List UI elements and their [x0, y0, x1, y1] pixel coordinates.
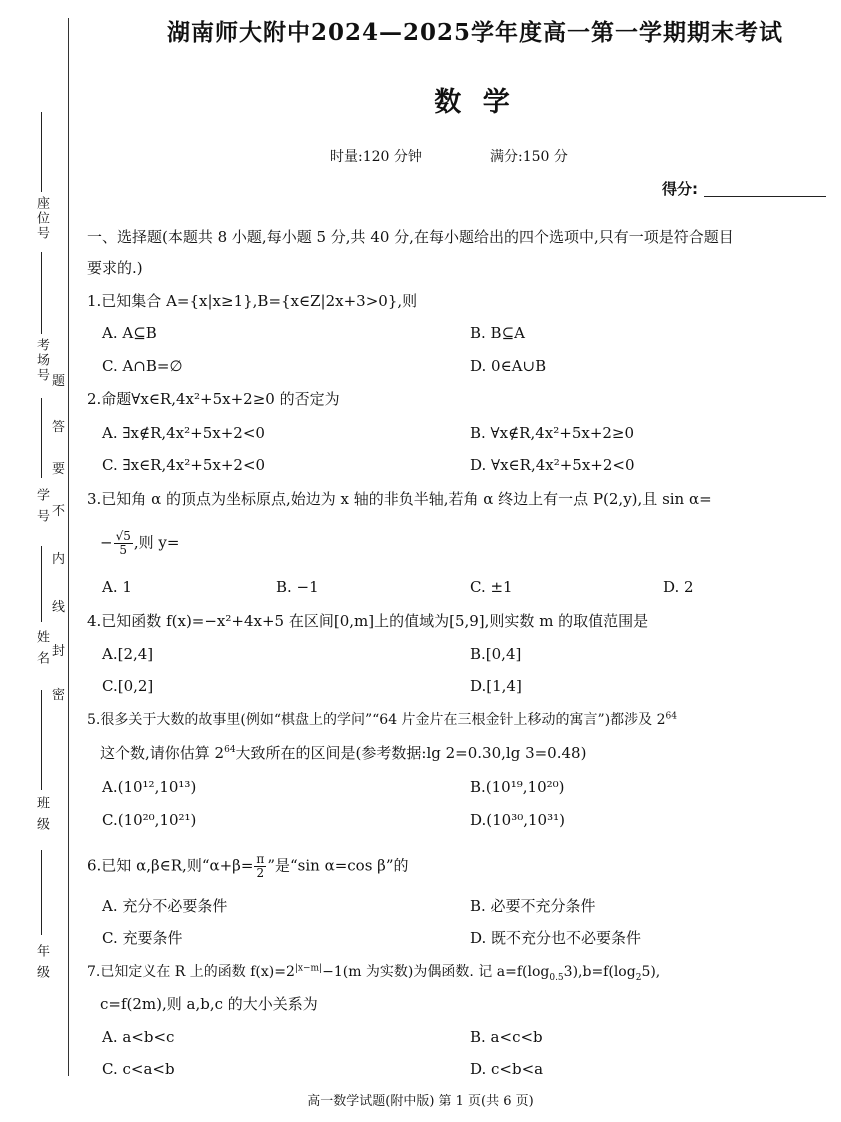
room-blank[interactable] — [41, 252, 42, 334]
q4-option-d[interactable]: D.[1,4] — [470, 677, 522, 695]
room-label: 考场号 — [34, 338, 49, 383]
exam-title: 湖南师大附中2024—2025学年度高一第一学期期末考试 — [166, 19, 784, 46]
name-label: 姓 名 — [34, 630, 49, 667]
question-4-stem: 4.已知函数 f(x)=−x²+4x+5 在区间[0,m]上的值域为[5,9],则实数 m 的取值范围是 — [87, 612, 649, 630]
stem-text: 3),b=f(log — [563, 964, 636, 980]
q4-option-a[interactable]: A.[2,4] — [102, 645, 154, 663]
question-1-stem: 1.已知集合 A={x|x≥1},B={x∈Z|2x+3>0},则 — [87, 292, 418, 310]
seal-char: 封 — [52, 644, 66, 659]
log-base: 2 — [635, 972, 642, 983]
fraction-numerator: √5 — [115, 529, 131, 543]
exponent: 64 — [224, 745, 236, 755]
score-blank[interactable] — [704, 196, 826, 197]
seat-blank[interactable] — [41, 112, 42, 192]
student-no-label: 学 号 — [34, 488, 49, 525]
page-footer: 高一数学试题(附中版) 第 1 页(共 6 页) — [307, 1094, 534, 1109]
section-heading-cont: 要求的.) — [87, 259, 143, 277]
question-3-stem: 3.已知角 α 的顶点为坐标原点,始边为 x 轴的非负半轴,若角 α 终边上有一点 P(2,y),且 sin α= — [87, 490, 712, 508]
stem-text: ”是“sin α=cos β”的 — [267, 856, 409, 875]
grade-blank[interactable] — [41, 850, 42, 935]
q7-option-d[interactable]: D. c<b<a — [470, 1060, 544, 1078]
subject-title: 数 学 — [434, 87, 516, 118]
q3-option-a[interactable]: A. 1 — [102, 578, 132, 596]
q3-option-b[interactable]: B. −1 — [276, 578, 319, 596]
stem-text: 5), — [641, 964, 661, 980]
q7-option-c[interactable]: C. c<a<b — [102, 1060, 175, 1078]
exponent: |x−m| — [294, 963, 323, 974]
q3-option-d[interactable]: D. 2 — [663, 578, 694, 596]
section-heading: 一、选择题(本题共 8 小题,每小题 5 分,共 40 分,在每小题给出的四个选项中,只有一项是符合题目 — [87, 228, 734, 246]
q6-option-a[interactable]: A. 充分不必要条件 — [102, 897, 228, 915]
seat-label: 座位号 — [34, 196, 49, 241]
q5-option-a[interactable]: A.(10¹²,10¹³) — [102, 778, 197, 796]
question-5-stem — [87, 711, 677, 729]
q6-option-c[interactable]: C. 充要条件 — [102, 929, 183, 947]
stem-text: 6.已知 α,β∈R,则“α+β= — [87, 856, 254, 875]
q2-option-a[interactable]: A. ∃x∉R,4x²+5x+2<0 — [102, 424, 265, 442]
minus-sign: − — [100, 533, 113, 552]
q2-option-b[interactable]: B. ∀x∉R,4x²+5x+2≥0 — [470, 424, 635, 442]
log-base: 0.5 — [549, 972, 564, 983]
seal-char: 要 — [52, 462, 66, 477]
q7-option-a[interactable]: A. a<b<c — [102, 1028, 175, 1046]
question-3-stem-cont — [100, 530, 179, 557]
full-score: 满分:150 分 — [490, 149, 568, 165]
q2-option-c[interactable]: C. ∃x∈R,4x²+5x+2<0 — [102, 456, 266, 474]
seal-char: 密 — [52, 688, 66, 703]
q1-option-b[interactable]: B. B⊆A — [470, 324, 525, 342]
stem-text: 大致所在的区间是(参考数据:lg 2=0.30,lg 3=0.48) — [235, 744, 587, 762]
fraction — [254, 853, 266, 880]
stem-text: 这个数,请你估算 2 — [100, 744, 225, 762]
question-7-stem-cont: c=f(2m),则 a,b,c 的大小关系为 — [100, 995, 318, 1013]
class-blank[interactable] — [41, 690, 42, 790]
question-2-stem: 2.命题∀x∈R,4x²+5x+2≥0 的否定为 — [87, 390, 340, 408]
stem-tail: ,则 y= — [133, 533, 180, 552]
question-5-stem-cont — [100, 744, 586, 762]
q5-option-d[interactable]: D.(10³⁰,10³¹) — [470, 811, 565, 829]
stem-text: 7.已知定义在 R 上的函数 f(x)=2 — [87, 964, 295, 980]
q5-option-b[interactable]: B.(10¹⁹,10²⁰) — [470, 778, 565, 796]
q1-option-c[interactable]: C. A∩B=∅ — [102, 357, 183, 375]
fraction-numerator: π — [256, 852, 265, 866]
seal-char: 内 — [52, 552, 66, 567]
stem-text: 5.很多关于大数的故事里(例如“棋盘上的学问”“64 片金片在三根金针上移动的寓言”)都涉及 2 — [87, 712, 666, 728]
question-6-stem — [87, 853, 409, 880]
fraction-denominator: 2 — [256, 866, 265, 880]
question-7-stem — [87, 963, 660, 981]
q3-option-c[interactable]: C. ±1 — [470, 578, 513, 596]
seal-char: 线 — [52, 600, 66, 615]
score-label: 得分: — [662, 180, 698, 198]
fraction — [114, 530, 133, 557]
q4-option-b[interactable]: B.[0,4] — [470, 645, 522, 663]
class-label: 班 级 — [34, 796, 49, 833]
exponent: 64 — [665, 711, 677, 722]
stem-text: −1(m 为实数)为偶函数. 记 a=f(log — [322, 964, 550, 980]
q4-option-c[interactable]: C.[0,2] — [102, 677, 154, 695]
q5-option-c[interactable]: C.(10²⁰,10²¹) — [102, 811, 197, 829]
q1-option-a[interactable]: A. A⊆B — [102, 324, 157, 342]
grade-label: 年 级 — [34, 944, 49, 981]
q6-option-b[interactable]: B. 必要不充分条件 — [470, 897, 596, 915]
q2-option-d[interactable]: D. ∀x∈R,4x²+5x+2<0 — [470, 456, 635, 474]
q7-option-b[interactable]: B. a<c<b — [470, 1028, 543, 1046]
binding-line — [68, 18, 69, 1076]
name-blank[interactable] — [41, 546, 42, 622]
q1-option-d[interactable]: D. 0∈A∪B — [470, 357, 547, 375]
seal-char: 题 — [52, 374, 66, 389]
fraction-denominator: 5 — [119, 543, 128, 557]
seal-char: 答 — [52, 420, 66, 435]
time-limit: 时量:120 分钟 — [330, 149, 422, 165]
seal-char: 不 — [52, 504, 66, 519]
q6-option-d[interactable]: D. 既不充分也不必要条件 — [470, 929, 642, 947]
student-no-blank[interactable] — [41, 398, 42, 478]
